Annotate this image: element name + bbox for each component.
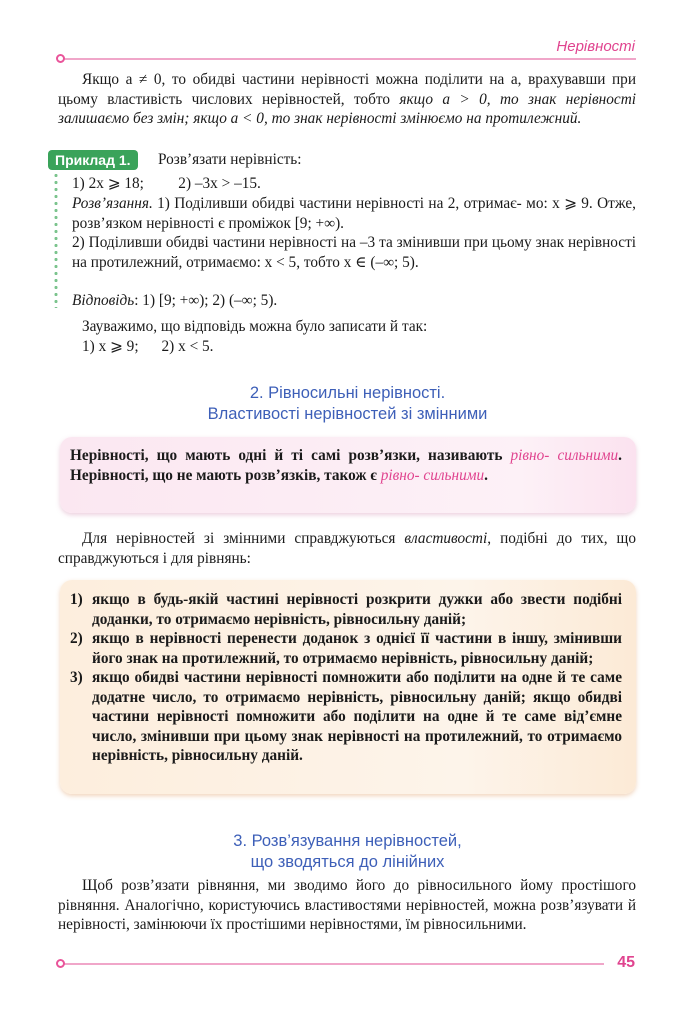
example-items: 1) 2x ⩾ 18; 2) –3x > –15.: [72, 175, 261, 192]
solution-2-line-a: 2) Поділивши обидві частини нерівності на –3 та змінивши при: [72, 234, 488, 251]
property-item: [70, 590, 622, 629]
property-text: якщо в будь-якій частині нерівності розкрити дужки або звести подібні доданки, то отримаємо нерівність, рівносильну даній;: [92, 591, 622, 628]
example-solution-1: [72, 194, 636, 233]
section-3-title-line-2: що зводяться до лінійних: [250, 853, 445, 871]
solution-1-text-b: мо: x ⩾ 9. Отже, розв’язком нерівності є проміжок [9; +∞).: [72, 195, 637, 232]
example-dotted-border: [53, 172, 59, 308]
definition-part-1: Нерівності, що мають одні й ті самі розв’язки, називають: [70, 447, 511, 464]
properties-intro-b: властивості: [404, 530, 488, 547]
intro-line-2: врахувавши при цьому властивість числових нерівностей, тобто: [58, 71, 637, 108]
solution-2-line-b: цьому знак нерівності на протилежний, отримаємо: x < 5, тобто: [72, 234, 637, 271]
intro-line-1: Якщо a ≠ 0, то обидві частини нерівності можна поділити на a,: [82, 71, 522, 88]
running-header: Нерівності: [556, 38, 635, 55]
intro-paragraph: [58, 70, 636, 129]
solution-label: Розв’язання.: [72, 195, 153, 212]
solution-2-line-c: x ∈ (–∞; 5).: [343, 253, 419, 271]
property-text: якщо обидві частини нерівності помножити або поділити на одне й те саме додатне число, то отримаємо нерівність, рівносильну даній; якщо обидві частини нерівності помножити або поділити на одне й те саме від’ємне число, змінивши при цьому знак нерівності на протилежний, то отримаємо нерівність, рівносильну даній.: [92, 669, 622, 764]
section-2-title-line-2: Властивості нерівностей зі змінними: [207, 405, 488, 423]
property-number: 2): [70, 630, 83, 647]
definition-term-1b: сильними: [557, 447, 619, 464]
example-note: Зауважимо, що відповідь можна було записати й так:: [82, 318, 428, 335]
intro-line-3: a > 0, то знак нерівності залишаємо без змін; якщо a < 0, то знак: [58, 90, 636, 127]
section-2-title: [0, 383, 695, 425]
solution-1-text: 1) Поділивши обидві частини нерівності на 2, отримає-: [152, 195, 522, 212]
definition-part-2: . Нерівності, що не мають розв’язків, також є: [70, 447, 622, 484]
closing-paragraph: Щоб розв’язати рівняння, ми зводимо його до рівносильного йому простішого рівняння. Аналогічно, користуючись властивостями нерівностей, можна розв’язувати й нерівності, замінюючи їх простішими нерівностями, їм рівносильними.: [58, 877, 636, 933]
answer-text: : 1) [9; +∞); 2) (–∞; 5).: [134, 292, 278, 309]
properties-intro-a: Для нерівностей зі змінними справджуються: [82, 530, 405, 547]
properties-intro: [58, 529, 636, 568]
example-note-items: 1) x ⩾ 9; 2) x < 5.: [82, 338, 214, 355]
definition-text: [70, 446, 622, 485]
section-3-title: [0, 831, 695, 873]
intro-line-4: нерівності змінюємо на протилежний.: [326, 110, 582, 127]
property-text: якщо в нерівності перенести доданок з однієї її частини в іншу, змінивши його знак на протилежний, то отримаємо нерівність, рівносильну даній;: [92, 630, 622, 667]
example-answer: [72, 291, 636, 311]
definition-part-3: .: [484, 466, 488, 484]
definition-term-2b: сильними: [423, 466, 485, 484]
answer-label: Відповідь: [72, 292, 135, 309]
property-item: [70, 668, 622, 766]
section-3-title-line-1: 3. Розв’язування нерівностей,: [233, 832, 462, 850]
section-2-title-line-1: 2. Рівносильні нерівності.: [249, 384, 446, 402]
footer-rule-dot: [56, 959, 65, 968]
page-number: 45: [617, 954, 635, 971]
properties-list: [70, 590, 622, 766]
properties-intro-c: , подібні до тих, що справджуються і для рівнянь:: [58, 530, 636, 567]
property-item: [70, 629, 622, 668]
header-rule-dot: [56, 54, 65, 63]
example-badge: Приклад 1.: [48, 150, 138, 170]
property-number: 3): [70, 669, 83, 686]
footer-rule: [64, 963, 604, 965]
definition-term-1a: рівно-: [510, 447, 550, 464]
definition-term-2a: рівно-: [380, 466, 420, 484]
intro-line-2-italic: якщо: [399, 90, 434, 108]
property-number: 1): [70, 591, 83, 608]
example-solution-2: [72, 233, 636, 272]
example-task: Розв’язати нерівність:: [158, 151, 302, 168]
header-rule: [64, 58, 636, 60]
